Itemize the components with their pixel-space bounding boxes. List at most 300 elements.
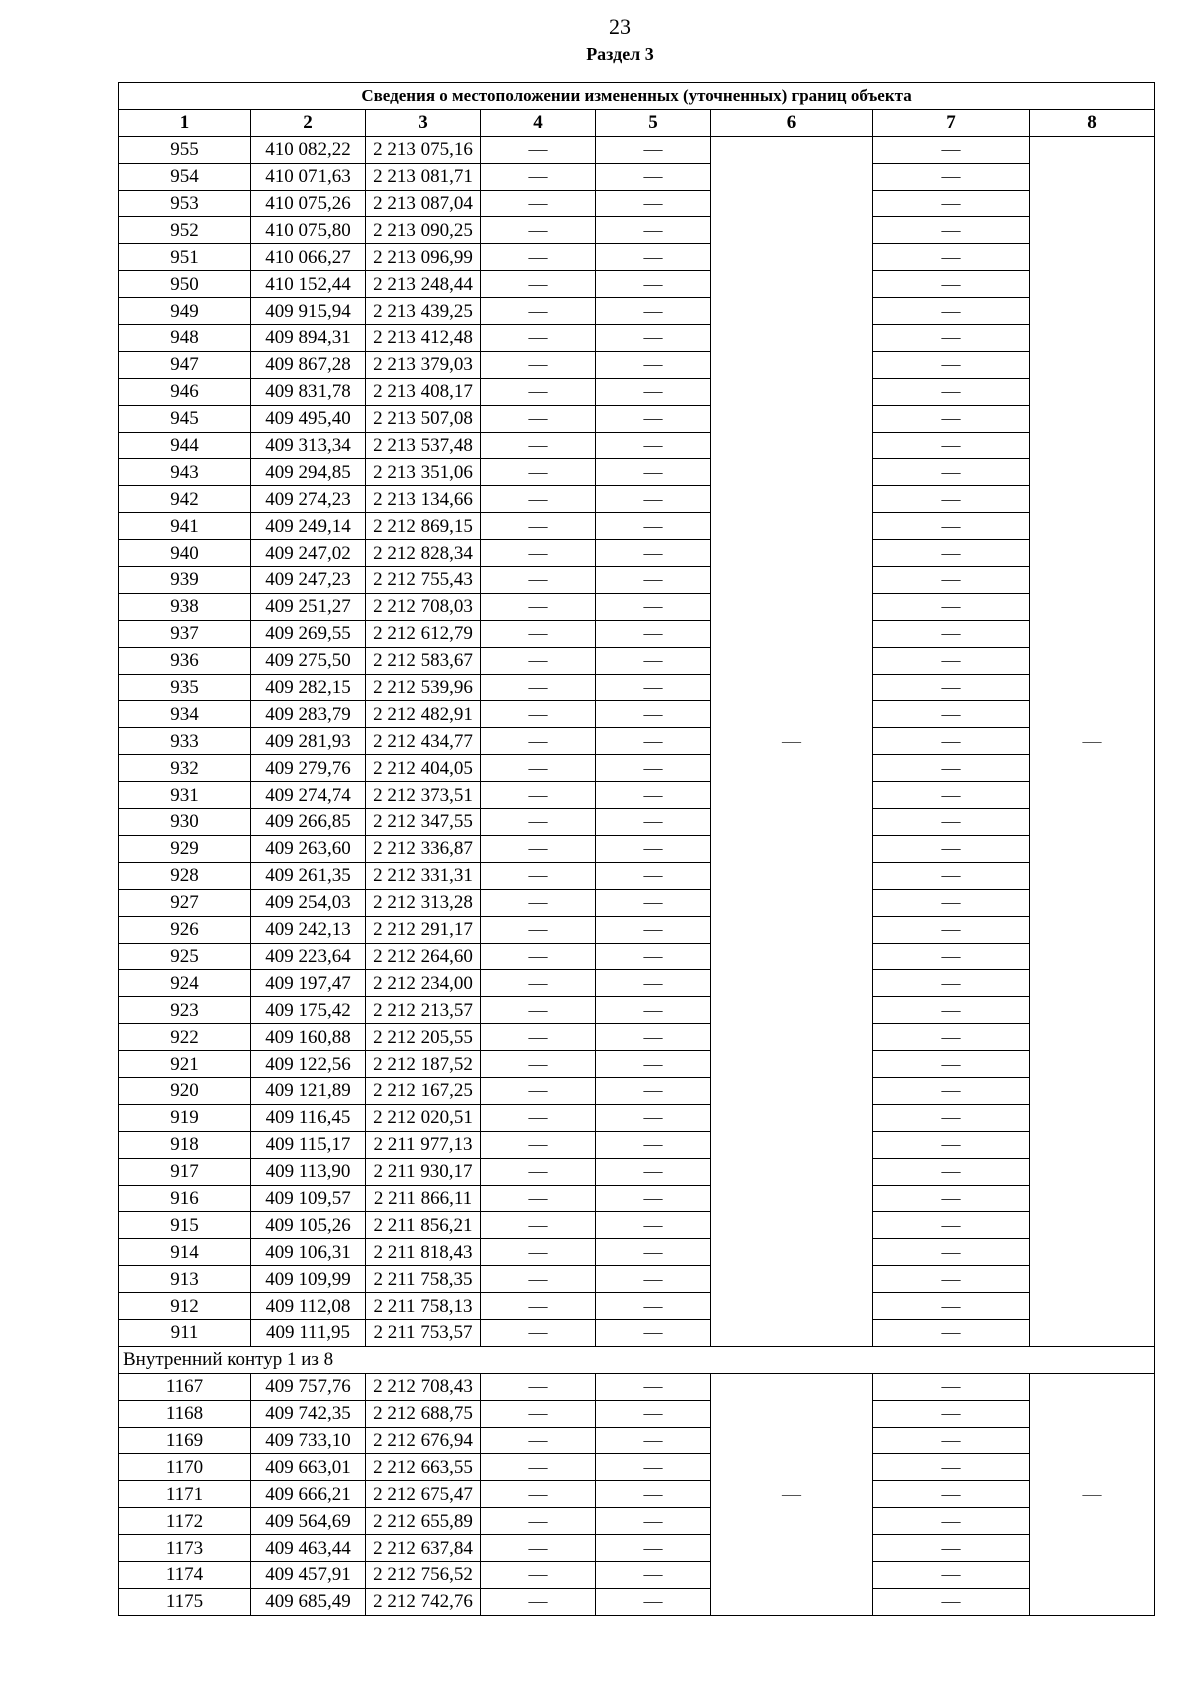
col5-dash-cell: — (596, 1212, 711, 1239)
y-coordinate-cell: 2 212 688,75 (366, 1400, 481, 1427)
table-row (119, 351, 1155, 378)
point-number-cell: 922 (119, 1024, 251, 1051)
x-coordinate-cell: 409 463,44 (251, 1535, 366, 1562)
point-number-cell: 1169 (119, 1427, 251, 1454)
point-number-cell: 942 (119, 486, 251, 513)
col5-dash-cell: — (596, 997, 711, 1024)
x-coordinate-cell: 409 122,56 (251, 1051, 366, 1078)
col5-dash-cell: — (596, 620, 711, 647)
col5-dash-cell: — (596, 459, 711, 486)
point-number-cell: 915 (119, 1212, 251, 1239)
col7-dash-cell: — (873, 647, 1030, 674)
point-number-cell: 939 (119, 567, 251, 594)
col5-dash-cell: — (596, 593, 711, 620)
col5-dash-cell: — (596, 1427, 711, 1454)
table-row (119, 325, 1155, 352)
x-coordinate-cell: 410 075,26 (251, 190, 366, 217)
table-row (119, 889, 1155, 916)
col4-dash-cell: — (481, 540, 596, 567)
col4-dash-cell: — (481, 325, 596, 352)
y-coordinate-cell: 2 213 379,03 (366, 351, 481, 378)
table-row (119, 1185, 1155, 1212)
point-number-cell: 1172 (119, 1508, 251, 1535)
col7-dash-cell: — (873, 1293, 1030, 1320)
col4-dash-cell: — (481, 1185, 596, 1212)
x-coordinate-cell: 410 071,63 (251, 163, 366, 190)
col4-dash-cell: — (481, 809, 596, 836)
y-coordinate-cell: 2 213 351,06 (366, 459, 481, 486)
point-number-cell: 948 (119, 325, 251, 352)
table-row (119, 271, 1155, 298)
col5-dash-cell: — (596, 325, 711, 352)
y-coordinate-cell: 2 212 539,96 (366, 674, 481, 701)
col7-dash-cell: — (873, 1373, 1030, 1400)
table-row (119, 862, 1155, 889)
col5-dash-cell: — (596, 647, 711, 674)
table-row (119, 163, 1155, 190)
y-coordinate-cell: 2 211 856,21 (366, 1212, 481, 1239)
col5-dash-cell: — (596, 1077, 711, 1104)
col5-dash-cell: — (596, 889, 711, 916)
x-coordinate-cell: 409 113,90 (251, 1158, 366, 1185)
y-coordinate-cell: 2 213 134,66 (366, 486, 481, 513)
y-coordinate-cell: 2 213 090,25 (366, 217, 481, 244)
x-coordinate-cell: 409 223,64 (251, 943, 366, 970)
x-coordinate-cell: 409 109,99 (251, 1266, 366, 1293)
point-number-cell: 940 (119, 540, 251, 567)
table-row (119, 674, 1155, 701)
col4-dash-cell: — (481, 1024, 596, 1051)
col4-dash-cell: — (481, 459, 596, 486)
col7-dash-cell: — (873, 1051, 1030, 1078)
x-coordinate-cell: 409 160,88 (251, 1024, 366, 1051)
y-coordinate-cell: 2 211 866,11 (366, 1185, 481, 1212)
y-coordinate-cell: 2 213 412,48 (366, 325, 481, 352)
point-number-cell: 1167 (119, 1373, 251, 1400)
col5-dash-cell: — (596, 1319, 711, 1346)
table-row (119, 997, 1155, 1024)
table-row (119, 1427, 1155, 1454)
table-row (119, 1077, 1155, 1104)
y-coordinate-cell: 2 212 331,31 (366, 862, 481, 889)
col4-dash-cell: — (481, 970, 596, 997)
col7-dash-cell: — (873, 540, 1030, 567)
table-row (119, 1508, 1155, 1535)
col5-dash-cell: — (596, 405, 711, 432)
column-number-4: 4 (481, 109, 596, 136)
x-coordinate-cell: 409 274,74 (251, 782, 366, 809)
x-coordinate-cell: 409 269,55 (251, 620, 366, 647)
point-number-cell: 1175 (119, 1588, 251, 1615)
y-coordinate-cell: 2 211 758,35 (366, 1266, 481, 1293)
y-coordinate-cell: 2 212 020,51 (366, 1104, 481, 1131)
col7-dash-cell: — (873, 378, 1030, 405)
y-coordinate-cell: 2 212 708,43 (366, 1373, 481, 1400)
y-coordinate-cell: 2 213 507,08 (366, 405, 481, 432)
x-coordinate-cell: 409 281,93 (251, 728, 366, 755)
col6-merged-cell: — (711, 1373, 873, 1615)
contour-label: Внутренний контур 1 из 8 (119, 1346, 1155, 1373)
boundary-coordinates-table (118, 82, 1155, 1616)
col4-dash-cell: — (481, 1373, 596, 1400)
table-row (119, 593, 1155, 620)
col7-dash-cell: — (873, 351, 1030, 378)
point-number-cell: 1168 (119, 1400, 251, 1427)
col7-dash-cell: — (873, 620, 1030, 647)
point-number-cell: 917 (119, 1158, 251, 1185)
point-number-cell: 941 (119, 513, 251, 540)
column-number-2: 2 (251, 109, 366, 136)
point-number-cell: 945 (119, 405, 251, 432)
x-coordinate-cell: 409 495,40 (251, 405, 366, 432)
table-row (119, 1131, 1155, 1158)
point-number-cell: 1171 (119, 1481, 251, 1508)
table-row (119, 1158, 1155, 1185)
col7-dash-cell: — (873, 1077, 1030, 1104)
x-coordinate-cell: 409 249,14 (251, 513, 366, 540)
col4-dash-cell: — (481, 1293, 596, 1320)
y-coordinate-cell: 2 212 756,52 (366, 1561, 481, 1588)
col7-dash-cell: — (873, 889, 1030, 916)
col7-dash-cell: — (873, 136, 1030, 163)
point-number-cell: 916 (119, 1185, 251, 1212)
col7-dash-cell: — (873, 1400, 1030, 1427)
col4-dash-cell: — (481, 593, 596, 620)
y-coordinate-cell: 2 212 675,47 (366, 1481, 481, 1508)
col4-dash-cell: — (481, 513, 596, 540)
column-number-8: 8 (1030, 109, 1155, 136)
x-coordinate-cell: 409 247,23 (251, 567, 366, 594)
point-number-cell: 951 (119, 244, 251, 271)
point-number-cell: 919 (119, 1104, 251, 1131)
col4-dash-cell: — (481, 647, 596, 674)
table-row (119, 943, 1155, 970)
col4-dash-cell: — (481, 889, 596, 916)
table-row (119, 1293, 1155, 1320)
table-row (119, 755, 1155, 782)
point-number-cell: 931 (119, 782, 251, 809)
x-coordinate-cell: 409 116,45 (251, 1104, 366, 1131)
table-row (119, 459, 1155, 486)
col7-dash-cell: — (873, 325, 1030, 352)
y-coordinate-cell: 2 212 482,91 (366, 701, 481, 728)
y-coordinate-cell: 2 213 439,25 (366, 298, 481, 325)
point-number-cell: 930 (119, 809, 251, 836)
col5-dash-cell: — (596, 540, 711, 567)
point-number-cell: 918 (119, 1131, 251, 1158)
col7-dash-cell: — (873, 190, 1030, 217)
col7-dash-cell: — (873, 1454, 1030, 1481)
y-coordinate-cell: 2 212 187,52 (366, 1051, 481, 1078)
col4-dash-cell: — (481, 190, 596, 217)
point-number-cell: 920 (119, 1077, 251, 1104)
col6-merged-cell: — (711, 136, 873, 1346)
x-coordinate-cell: 409 115,17 (251, 1131, 366, 1158)
x-coordinate-cell: 409 742,35 (251, 1400, 366, 1427)
table-row (119, 1051, 1155, 1078)
col5-dash-cell: — (596, 271, 711, 298)
x-coordinate-cell: 410 075,80 (251, 217, 366, 244)
section-title: Раздел 3 (586, 44, 654, 64)
table-row (119, 1239, 1155, 1266)
col5-dash-cell: — (596, 163, 711, 190)
col8-merged-cell: — (1030, 1373, 1155, 1615)
x-coordinate-cell: 409 663,01 (251, 1454, 366, 1481)
col5-dash-cell: — (596, 1131, 711, 1158)
point-number-cell: 1170 (119, 1454, 251, 1481)
x-coordinate-cell: 409 175,42 (251, 997, 366, 1024)
x-coordinate-cell: 409 279,76 (251, 755, 366, 782)
col7-dash-cell: — (873, 217, 1030, 244)
col5-dash-cell: — (596, 513, 711, 540)
table-row (119, 136, 1155, 163)
col7-dash-cell: — (873, 298, 1030, 325)
col5-dash-cell: — (596, 567, 711, 594)
col7-dash-cell: — (873, 1535, 1030, 1562)
x-coordinate-cell: 409 894,31 (251, 325, 366, 352)
table-row (119, 1400, 1155, 1427)
col7-dash-cell: — (873, 1319, 1030, 1346)
x-coordinate-cell: 409 111,95 (251, 1319, 366, 1346)
table-row (119, 835, 1155, 862)
col4-dash-cell: — (481, 244, 596, 271)
y-coordinate-cell: 2 211 753,57 (366, 1319, 481, 1346)
y-coordinate-cell: 2 212 205,55 (366, 1024, 481, 1051)
col5-dash-cell: — (596, 1051, 711, 1078)
y-coordinate-cell: 2 213 408,17 (366, 378, 481, 405)
col5-dash-cell: — (596, 809, 711, 836)
col7-dash-cell: — (873, 916, 1030, 943)
point-number-cell: 943 (119, 459, 251, 486)
col8-merged-cell: — (1030, 136, 1155, 1346)
y-coordinate-cell: 2 213 075,16 (366, 136, 481, 163)
col4-dash-cell: — (481, 1535, 596, 1562)
point-number-cell: 947 (119, 351, 251, 378)
point-number-cell: 929 (119, 835, 251, 862)
col4-dash-cell: — (481, 728, 596, 755)
x-coordinate-cell: 409 666,21 (251, 1481, 366, 1508)
col5-dash-cell: — (596, 1561, 711, 1588)
col7-dash-cell: — (873, 567, 1030, 594)
col5-dash-cell: — (596, 432, 711, 459)
table-row (119, 1212, 1155, 1239)
col4-dash-cell: — (481, 835, 596, 862)
col7-dash-cell: — (873, 1239, 1030, 1266)
col4-dash-cell: — (481, 567, 596, 594)
y-coordinate-cell: 2 213 081,71 (366, 163, 481, 190)
col4-dash-cell: — (481, 997, 596, 1024)
col5-dash-cell: — (596, 1535, 711, 1562)
y-coordinate-cell: 2 212 347,55 (366, 809, 481, 836)
col7-dash-cell: — (873, 943, 1030, 970)
col5-dash-cell: — (596, 1185, 711, 1212)
point-number-cell: 926 (119, 916, 251, 943)
col5-dash-cell: — (596, 943, 711, 970)
point-number-cell: 933 (119, 728, 251, 755)
x-coordinate-cell: 409 757,76 (251, 1373, 366, 1400)
point-number-cell: 924 (119, 970, 251, 997)
y-coordinate-cell: 2 212 264,60 (366, 943, 481, 970)
table-row (119, 1319, 1155, 1346)
col5-dash-cell: — (596, 1024, 711, 1051)
point-number-cell: 911 (119, 1319, 251, 1346)
table-row (119, 728, 1155, 755)
col5-dash-cell: — (596, 298, 711, 325)
table-row (119, 540, 1155, 567)
col5-dash-cell: — (596, 1266, 711, 1293)
table-row (119, 486, 1155, 513)
table-row (119, 432, 1155, 459)
column-number-6: 6 (711, 109, 873, 136)
y-coordinate-cell: 2 212 663,55 (366, 1454, 481, 1481)
col4-dash-cell: — (481, 378, 596, 405)
x-coordinate-cell: 409 685,49 (251, 1588, 366, 1615)
x-coordinate-cell: 410 152,44 (251, 271, 366, 298)
col5-dash-cell: — (596, 1481, 711, 1508)
col5-dash-cell: — (596, 862, 711, 889)
point-number-cell: 921 (119, 1051, 251, 1078)
x-coordinate-cell: 409 831,78 (251, 378, 366, 405)
x-coordinate-cell: 409 105,26 (251, 1212, 366, 1239)
point-number-cell: 938 (119, 593, 251, 620)
x-coordinate-cell: 409 564,69 (251, 1508, 366, 1535)
y-coordinate-cell: 2 213 248,44 (366, 271, 481, 298)
col4-dash-cell: — (481, 432, 596, 459)
col5-dash-cell: — (596, 351, 711, 378)
table-row (119, 1266, 1155, 1293)
col4-dash-cell: — (481, 136, 596, 163)
x-coordinate-cell: 409 109,57 (251, 1185, 366, 1212)
col4-dash-cell: — (481, 862, 596, 889)
point-number-cell: 1174 (119, 1561, 251, 1588)
y-coordinate-cell: 2 211 758,13 (366, 1293, 481, 1320)
col5-dash-cell: — (596, 486, 711, 513)
y-coordinate-cell: 2 212 373,51 (366, 782, 481, 809)
x-coordinate-cell: 409 242,13 (251, 916, 366, 943)
x-coordinate-cell: 409 457,91 (251, 1561, 366, 1588)
col5-dash-cell: — (596, 755, 711, 782)
col4-dash-cell: — (481, 1561, 596, 1588)
col4-dash-cell: — (481, 916, 596, 943)
table-row (119, 1454, 1155, 1481)
col4-dash-cell: — (481, 1104, 596, 1131)
table-row (119, 809, 1155, 836)
col4-dash-cell: — (481, 271, 596, 298)
table-row (119, 217, 1155, 244)
col5-dash-cell: — (596, 674, 711, 701)
y-coordinate-cell: 2 213 096,99 (366, 244, 481, 271)
y-coordinate-cell: 2 212 336,87 (366, 835, 481, 862)
col5-dash-cell: — (596, 701, 711, 728)
y-coordinate-cell: 2 212 828,34 (366, 540, 481, 567)
col4-dash-cell: — (481, 674, 596, 701)
y-coordinate-cell: 2 212 213,57 (366, 997, 481, 1024)
point-number-cell: 955 (119, 136, 251, 163)
col4-dash-cell: — (481, 1239, 596, 1266)
col5-dash-cell: — (596, 728, 711, 755)
col4-dash-cell: — (481, 1131, 596, 1158)
x-coordinate-cell: 409 275,50 (251, 647, 366, 674)
x-coordinate-cell: 409 274,23 (251, 486, 366, 513)
point-number-cell: 928 (119, 862, 251, 889)
col5-dash-cell: — (596, 1373, 711, 1400)
col4-dash-cell: — (481, 1400, 596, 1427)
column-number-1: 1 (119, 109, 251, 136)
col5-dash-cell: — (596, 378, 711, 405)
col7-dash-cell: — (873, 244, 1030, 271)
table-row (119, 1535, 1155, 1562)
table-row (119, 782, 1155, 809)
col7-dash-cell: — (873, 163, 1030, 190)
col5-dash-cell: — (596, 136, 711, 163)
point-number-cell: 932 (119, 755, 251, 782)
y-coordinate-cell: 2 212 313,28 (366, 889, 481, 916)
point-number-cell: 925 (119, 943, 251, 970)
col5-dash-cell: — (596, 835, 711, 862)
col7-dash-cell: — (873, 1131, 1030, 1158)
col7-dash-cell: — (873, 835, 1030, 862)
point-number-cell: 914 (119, 1239, 251, 1266)
x-coordinate-cell: 409 197,47 (251, 970, 366, 997)
y-coordinate-cell: 2 212 167,25 (366, 1077, 481, 1104)
y-coordinate-cell: 2 213 537,48 (366, 432, 481, 459)
x-coordinate-cell: 409 294,85 (251, 459, 366, 486)
col5-dash-cell: — (596, 1588, 711, 1615)
table-row (119, 970, 1155, 997)
y-coordinate-cell: 2 212 291,17 (366, 916, 481, 943)
col4-dash-cell: — (481, 1077, 596, 1104)
table-row (119, 190, 1155, 217)
y-coordinate-cell: 2 211 818,43 (366, 1239, 481, 1266)
table-row (119, 513, 1155, 540)
point-number-cell: 952 (119, 217, 251, 244)
point-number-cell: 937 (119, 620, 251, 647)
col5-dash-cell: — (596, 916, 711, 943)
col5-dash-cell: — (596, 1508, 711, 1535)
point-number-cell: 1173 (119, 1535, 251, 1562)
col4-dash-cell: — (481, 1051, 596, 1078)
col4-dash-cell: — (481, 943, 596, 970)
col4-dash-cell: — (481, 405, 596, 432)
col4-dash-cell: — (481, 1427, 596, 1454)
point-number-cell: 950 (119, 271, 251, 298)
point-number-cell: 927 (119, 889, 251, 916)
col4-dash-cell: — (481, 1319, 596, 1346)
col4-dash-cell: — (481, 217, 596, 244)
table-row (119, 1561, 1155, 1588)
x-coordinate-cell: 409 254,03 (251, 889, 366, 916)
col7-dash-cell: — (873, 782, 1030, 809)
col7-dash-cell: — (873, 1266, 1030, 1293)
point-number-cell: 912 (119, 1293, 251, 1320)
x-coordinate-cell: 409 106,31 (251, 1239, 366, 1266)
col5-dash-cell: — (596, 1158, 711, 1185)
col4-dash-cell: — (481, 351, 596, 378)
table-row (119, 1373, 1155, 1400)
point-number-cell: 944 (119, 432, 251, 459)
table-row (119, 567, 1155, 594)
point-number-cell: 923 (119, 997, 251, 1024)
col7-dash-cell: — (873, 486, 1030, 513)
col7-dash-cell: — (873, 1212, 1030, 1239)
point-number-cell: 946 (119, 378, 251, 405)
y-coordinate-cell: 2 212 434,77 (366, 728, 481, 755)
col5-dash-cell: — (596, 970, 711, 997)
table-row (119, 1481, 1155, 1508)
col7-dash-cell: — (873, 1427, 1030, 1454)
col7-dash-cell: — (873, 1104, 1030, 1131)
y-coordinate-cell: 2 211 930,17 (366, 1158, 481, 1185)
